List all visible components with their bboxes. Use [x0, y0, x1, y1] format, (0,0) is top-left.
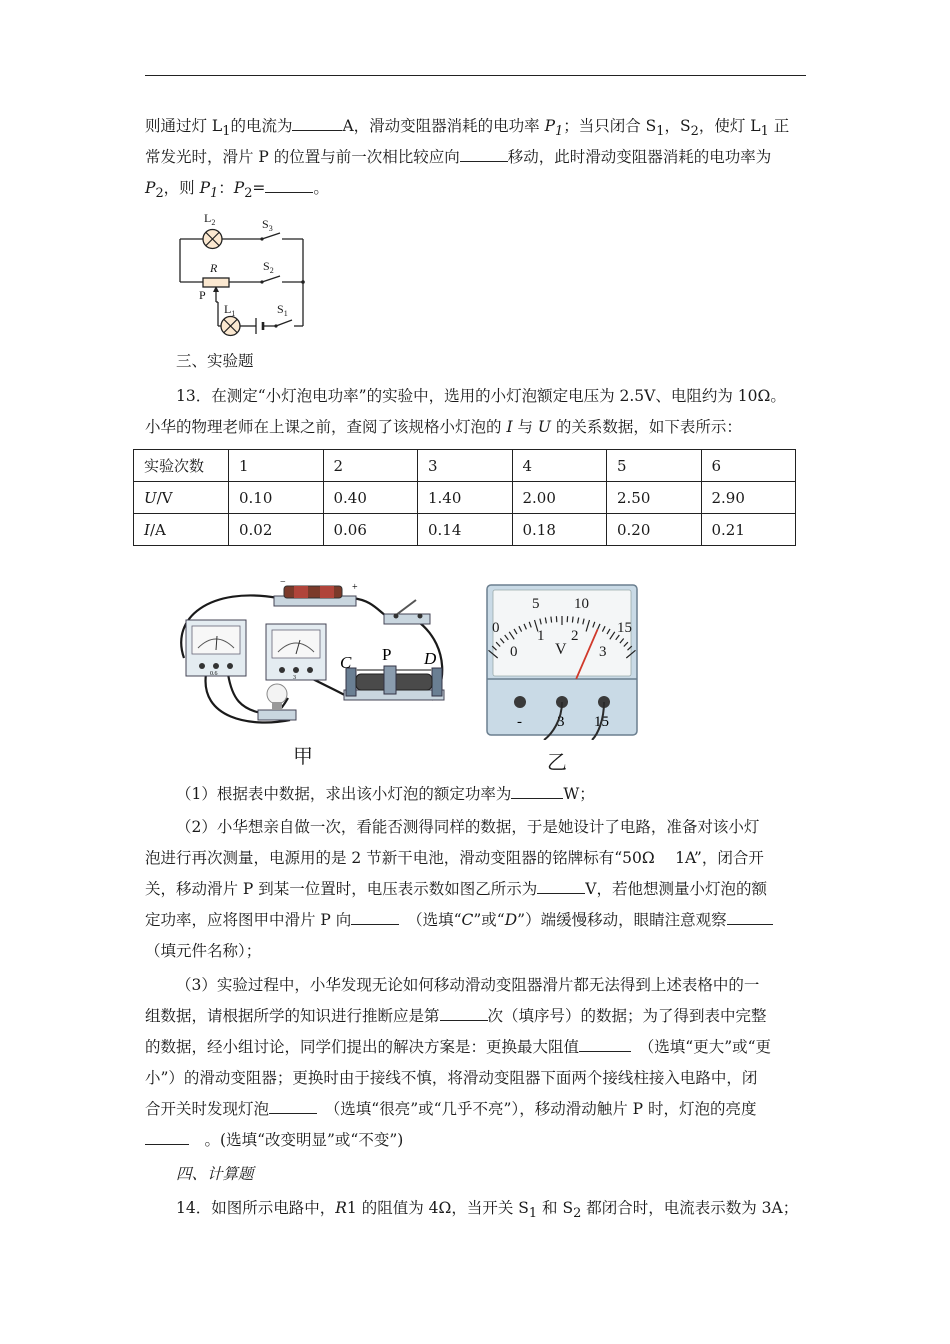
sub2-line-4: 定功率，应将图甲中滑片 P 向 （选填“C”或“D”）端缓慢移动，眼睛注意观察	[145, 905, 806, 936]
q13-line-2: 小华的物理老师在上课之前，查阅了该规格小灯泡的 I 与 U 的关系数据，如下表所示：	[145, 418, 742, 436]
q12-line-3: $P_2$，则 $P_1$：$P_2=$ 。	[145, 173, 806, 209]
svg-text:3: 3	[557, 714, 565, 730]
tick-label-bottom: 2	[571, 628, 579, 644]
svg-text:+: +	[352, 582, 358, 593]
iu-data-table	[133, 449, 796, 546]
table-row: 实验次数 1 2 3 4 5 6	[134, 450, 796, 482]
answer-blank[interactable]	[145, 1128, 189, 1145]
label-S3: $S_3$	[262, 217, 273, 233]
tick-label-bottom: 1	[537, 628, 545, 644]
svg-text:C: C	[340, 653, 352, 672]
svg-text:0.6: 0.6	[210, 671, 218, 677]
q12-line-2: 常发光时，滑片 P 的位置与前一次相比较应向 移动，此时滑动变阻器消耗的电功率为	[145, 142, 806, 173]
voltmeter-small	[266, 624, 326, 681]
answer-blank[interactable]	[269, 1097, 317, 1114]
lamp-L2	[203, 230, 222, 249]
rheostat-R	[203, 278, 229, 287]
circuit-diagram	[170, 208, 320, 340]
dial-tick	[572, 617, 573, 623]
unit-label: V	[555, 641, 567, 658]
table-row: U/V 0.10 0.40 1.40 2.00 2.50 2.90	[134, 482, 796, 514]
tick-label-bottom: 0	[510, 644, 518, 660]
svg-text:D: D	[424, 649, 437, 668]
caption-jia: 甲	[293, 744, 313, 768]
tick-label-top: 10	[574, 596, 589, 612]
tick-label-top: 0	[492, 620, 500, 636]
answer-blank[interactable]	[537, 877, 585, 894]
voltmeter-figure	[486, 584, 638, 740]
table-row: I/A 0.02 0.06 0.14 0.18 0.20 0.21	[134, 514, 796, 546]
sub2-line-2: 泡进行再次测量，电源用的是 2 节新干电池，滑动变阻器的铭牌标有“50Ω 1A”，闭合开	[145, 849, 764, 867]
answer-blank[interactable]	[292, 114, 342, 131]
sub2-line-5: （填元件名称）；	[145, 942, 262, 960]
answer-blank[interactable]	[265, 176, 313, 193]
label-R: R	[210, 261, 218, 275]
q14-line-1: 14．如图所示电路中，R1 的阻值为 4Ω，当开关 $S_1$ 和 $S_2$ 都闭合时，电流表示数为 3A；	[176, 1199, 799, 1222]
svg-text:3: 3	[293, 675, 296, 681]
bulb	[258, 684, 296, 720]
svg-text:−: −	[280, 578, 286, 588]
battery-holder	[274, 578, 358, 606]
slide-rheostat	[340, 645, 444, 700]
caption-yi: 乙	[547, 750, 567, 774]
q13-line-1: 13．在测定“小灯泡电功率”的实验中，选用的小灯泡额定电压为 2.5V、电阻约为 10Ω。	[176, 387, 786, 405]
svg-text:15: 15	[594, 714, 609, 730]
ammeter	[186, 620, 246, 677]
sub3-line-3: 的数据，经小组讨论，同学们提出的解决方案是：更换最大阻值 （选填“更大”或“更	[145, 1032, 806, 1063]
label-P: P	[199, 288, 206, 302]
battery	[256, 318, 263, 334]
answer-blank[interactable]	[351, 908, 399, 925]
answer-blank[interactable]	[460, 145, 508, 162]
label-L1: $L_1$	[224, 302, 236, 318]
sub3-line-2: 组数据，请根据所学的知识进行推断应是第 次（填序号）的数据；为了得到表中完整	[145, 1001, 806, 1032]
experiment-setup-figure	[170, 578, 460, 738]
header-rule	[145, 75, 806, 76]
answer-blank[interactable]	[440, 1004, 488, 1021]
answer-blank[interactable]	[579, 1035, 631, 1052]
label-S2: $S_2$	[263, 259, 274, 275]
sub3-line-6: 。(选填“改变明显”或“不变”)	[145, 1125, 806, 1156]
tick-label-bottom: 3	[599, 644, 607, 660]
q12-line-1: 则通过灯 $L_1$的电流为 A，滑动变阻器消耗的电功率 $P_1$；当只闭合 $S_1$，$S_2$，使灯 $L_1$ 正	[145, 111, 806, 147]
sub1-line: （1）根据表中数据，求出该小灯泡的额定功率为 W；	[145, 779, 806, 810]
section-heading-4: 四、计算题	[176, 1165, 254, 1183]
sub3-line-5: 合开关时发现灯泡 （选填“很亮”或“几乎不亮”），移动滑动触片 P 时，灯泡的亮度	[145, 1094, 806, 1125]
answer-blank[interactable]	[727, 908, 773, 925]
label-L2: $L_2$	[204, 211, 216, 227]
section-heading-3: 三、实验题	[176, 352, 254, 370]
knife-switch	[384, 600, 430, 624]
tick-label-top: 5	[532, 596, 540, 612]
lamp-L1	[221, 317, 240, 336]
label-S1: $S_1$	[277, 302, 288, 318]
sub3-line-1: （3）实验过程中，小华发现无论如何移动滑动变阻器滑片都无法得到上述表格中的一	[176, 976, 760, 994]
sub2-line-3: 关，移动滑片 P 到某一位置时，电压表示数如图乙所示为 V，若他想测量小灯泡的额	[145, 874, 806, 905]
answer-blank[interactable]	[511, 782, 563, 799]
svg-text:-: -	[517, 714, 522, 730]
tick-label-top: 15	[617, 620, 632, 636]
dial-tick	[551, 617, 552, 623]
svg-text:P: P	[382, 645, 392, 664]
sub2-line-1: （2）小华想亲自做一次，看能否测得同样的数据，于是她设计了电路，准备对该小灯	[176, 818, 760, 836]
sub3-line-4: 小”）的滑动变阻器；更换时由于接线不慎，将滑动变阻器下面两个接线柱接入电路中，闭	[145, 1069, 758, 1087]
